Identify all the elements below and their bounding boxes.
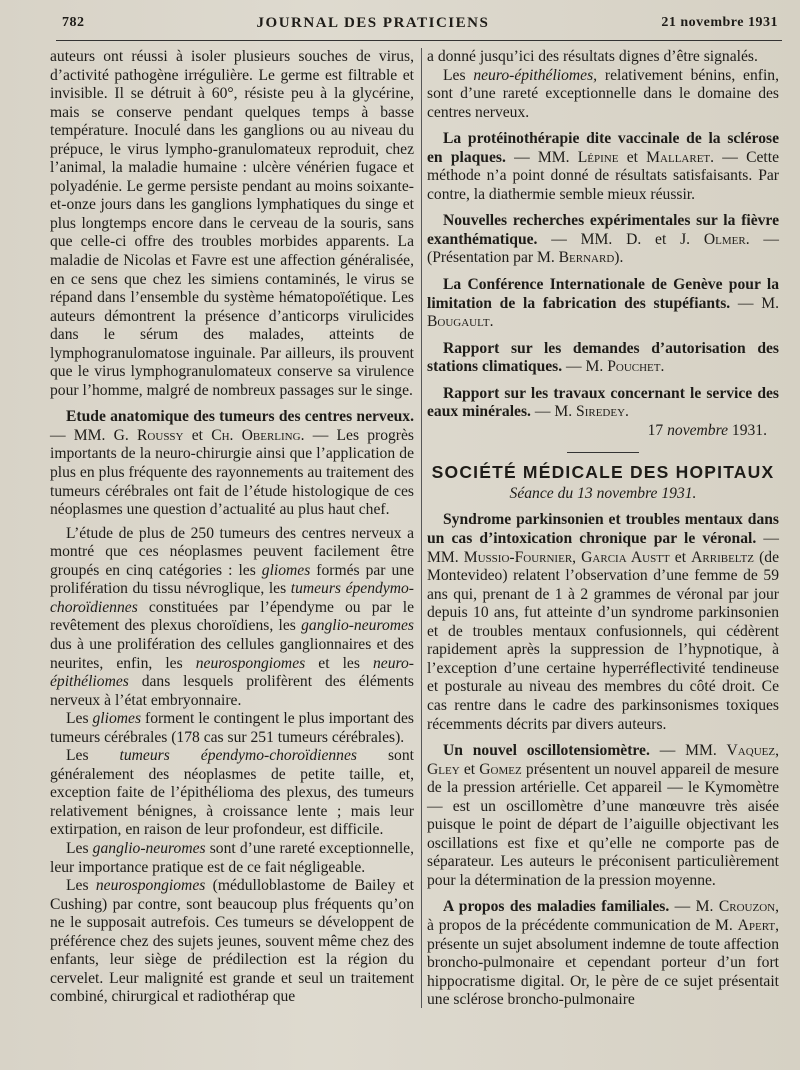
paragraph-neurospongiomes — [50, 877, 414, 1007]
paragraph-neuro-epitheliomes — [427, 67, 779, 123]
author-name: J. Olmer — [680, 230, 746, 248]
article-body: . — Les progrès importants de la neuro-chirurgie ainsi que l’application de plus en plus fréquente des rayonnements au traitement des tumeurs cérébrales ont fait de l’étude histologique de ces néoplasmes une question d’actualité au plus haut chef. — [50, 426, 414, 519]
author-name: Ch. Oberling — [211, 426, 301, 444]
article-title: La Conférence Internationale de Genève pour la limitation de la fabrication des stupéfiants. — [427, 276, 779, 312]
paragraph-ganglio — [50, 840, 414, 877]
paragraph-categories — [50, 525, 414, 710]
author-name: Lépine — [577, 148, 619, 166]
term: neuro-épithéliomes, — [473, 66, 598, 84]
author-name: G. Roussy — [113, 426, 184, 444]
text: Les — [66, 710, 93, 728]
author-name: Apert — [737, 916, 776, 934]
text: . — (Présentation par M. — [427, 230, 779, 267]
text: sont d’une rareté exceptionnelle, leur importance pratique est de ce fait négligeable. — [50, 839, 414, 876]
text: L’étude de plus de 250 tumeurs des centres nerveux a montré que ces néoplasmes peuvent facilement être groupés en cinq catégories : les — [50, 524, 414, 579]
left-column — [50, 48, 414, 1007]
right-column — [427, 48, 779, 1010]
text: dans lesquels prolifèrent des éléments nerveux à l’état embryonnaire. — [50, 673, 414, 709]
text: — MM. — [505, 148, 578, 166]
author-name: Bougault — [427, 313, 490, 331]
text: et les — [305, 654, 373, 672]
author-name: D. — [626, 230, 642, 248]
article-title: A propos des maladies familiales. — [443, 898, 670, 916]
author-name: Vaquez — [726, 742, 776, 760]
article-title: Nouvelles recherches expérimentales sur la fièvre exanthématique. — [427, 212, 779, 248]
text: . — [660, 358, 665, 376]
author-name: Crouzon — [718, 898, 776, 916]
author-name: Mallaret — [646, 148, 711, 166]
text: formés par une prolifération du tissu névroglique, les — [50, 561, 414, 598]
text: . — [489, 313, 494, 331]
paragraph-ependymo — [50, 747, 414, 840]
text: Les — [66, 877, 96, 895]
article-syndrome-parkinsonien — [427, 511, 779, 734]
article-etude-anatomique — [50, 408, 414, 519]
article-title: Rapport sur les travaux concernant le service des eaux minérales. — [427, 384, 779, 421]
article-title: La protéinothérapie dite vaccinale de la sclérose en plaques. — [427, 130, 779, 166]
text: — M. — [530, 403, 577, 421]
text: — M. — [730, 294, 779, 312]
article-body: (de Montevideo) relatent l’observation d’une femme de 59 ans qui, prenant de 1 à 2 grammes de véronal par jour depuis 10 ans, fut atteinte d’un syndrome parkinsonien et de troubles mentaux confusionnels, qui cédèrent rapidement après la suppression de l’hypnotique, à l’exception d’une certaine hyperréflectivité tendineuse et posturale au niveau des membres du côté droit. Ce cas rentre dans le cadre des parkinsonismes toxiques récemments décrits par divers auteurs. — [427, 548, 779, 733]
text: ). — [614, 249, 624, 267]
text: (médulloblastome de Bailey et Cushing) par contre, sont beaucoup plus fréquents qu’on ne le supposait autrefois. Ces tumeurs se développent de préférence chez des sujets jeunes, souvent même chez des enfants, leur siège de prédilection est la région du cervelet. Leur malignité est grande et seul un traitement combiné, chirurgical et radiothérap que — [50, 877, 414, 1006]
text: , à propos de la précédente communication de M. — [427, 898, 779, 934]
term: tumeurs épendymo-choroïdiennes — [50, 580, 414, 616]
term: ganglio-neuromes — [301, 617, 414, 635]
article-conference — [427, 276, 779, 332]
author-name: Bernard — [558, 249, 615, 267]
article-proteinotherapie — [427, 130, 779, 204]
article-title: Un nouvel oscillotensiomètre. — [443, 742, 650, 760]
text: — M. — [562, 358, 608, 376]
paragraph-virus: auteurs ont réussi à isoler plusieurs souches de virus, d’activité pathogène irrégulière. Le germe est filtrable et invisible. Il se détruit à 60°, résiste peu à la glycérine, mais se conserve pendant quelques temps à basse température. Inoculé dans les ganglions ou au niveau du prépuce, le virus lympho-granulomateux reproduit, chez l’animal, la maladie humaine : ulcère vénérien fugace et polyadénie. Le germe persiste pendant au moins soixante-et-onze jours dans les ganglions lymphatiques du singe et plus longtemps encore dans le cerveau de la souris, sans que celle-ci offre des troubles morbides apparents. La maladie de Nicolas et Favre est une affection généralisée, en ce sens que chez les simiens contaminés, le virus se répand dans l’ensemble du système hématopoïétique. Les auteurs démontrent la présence d’anticorps virulicides dans le sérum des malades, atteints de lymphogranulomatose inguinale. Par ailleurs, ils prouvent que le virus lymphogranulomateux conserve sa virulence pour l’homme, malgré de nombreux passages sur le singe. — [50, 48, 414, 399]
author-name: Gomez — [479, 760, 522, 778]
author-name: Garcia Austt — [581, 548, 670, 566]
header-rule — [56, 40, 782, 41]
column-divider — [421, 48, 422, 1008]
text: dus à une prolifération des cellules ganglionnaires et des neurites, enfin, les — [50, 635, 414, 672]
text: sont généralement des néoplasmes de petite taille, et, exception faite de l’épithélioma des plexus, des tumeurs relativement bénignes, à croissance lente ; mais leur extirpation, en raison de leur profondeur, est difficile. — [50, 747, 414, 839]
term: gliomes — [261, 561, 311, 579]
text: — M. — [669, 898, 719, 916]
term: gliomes — [92, 710, 142, 728]
journal-title: JOURNAL DES PRATICIENS — [256, 14, 490, 31]
text-dash: — MM. — [50, 426, 114, 444]
section-rule — [567, 452, 639, 453]
article-fievre — [427, 212, 779, 268]
text: et — [641, 230, 681, 248]
article-body: présentent un nouvel appareil de mesure de la pression artérielle. Cet appareil — le Kymomètre — est un oscillomètre d’une manœuvre très aisée puisque le point de départ de l’aiguille objectivant les oscillations est fixe et qu’elle ne comporte pas de séparateur. Les auteurs le préconisent particulièrement pour la détermination de la pression moyenne. — [427, 760, 779, 889]
text: , — [775, 742, 779, 760]
text: novembre — [667, 421, 729, 439]
article-maladies-familiales — [427, 898, 779, 1009]
article-eaux-minerales — [427, 385, 779, 422]
term: neurospongiomes — [195, 654, 306, 672]
text: — MM. — [649, 742, 727, 760]
seance-line: Séance du 13 novembre 1931. — [509, 484, 697, 502]
text: relativement bénins, enfin, sont d’une rareté exceptionnelle dans le domaine des centres nerveux. — [427, 66, 779, 121]
term: neurospongiomes — [95, 877, 206, 895]
paragraph-gliomes — [50, 710, 414, 747]
article-title: Etude anatomique des tumeurs des centres nerveux. — [66, 408, 414, 426]
text: — MM. — [537, 230, 627, 248]
section-title: SOCIÉTÉ MÉDICALE DES HOPITAUX — [431, 462, 775, 483]
term: neuro-épithéliomes — [50, 654, 414, 691]
text: constituées par l’épendyme ou par le revêtement des plexus choroïdiens, les — [50, 598, 414, 635]
text: et — [669, 548, 692, 566]
author-name: Arribeltz — [691, 548, 754, 566]
text: Les — [66, 747, 120, 765]
issue-date: 21 novembre 1931 — [661, 15, 778, 30]
page-number: 782 — [62, 15, 85, 30]
author-name: Pouchet — [607, 358, 661, 376]
text: 17 — [647, 421, 668, 439]
term: ganglio-neuromes — [92, 839, 206, 857]
text: . — [625, 403, 629, 421]
text: — MM. — [427, 530, 779, 566]
author-name: Gley — [427, 760, 460, 778]
text: et — [459, 760, 480, 778]
article-body: . — Cette méthode n’a point donné de résultats satisfaisants. Par contre, la diathermie semble mieux réussir. — [427, 148, 779, 203]
term: tumeurs épendymo-choroïdiennes — [119, 747, 357, 765]
article-body: , présente un sujet absolument indemne de toute affection broncho-pulmonaire et cependant porteur d’un fort hippocratisme digital. Or, le père de ce sujet présentait une sclérose broncho-pulmonaire — [427, 916, 779, 1009]
paragraph-continued: a donné jusqu’ici des résultats dignes d’être signalés. — [427, 48, 758, 65]
author-name: Mussio-Fournier — [463, 548, 573, 566]
article-oscillotensiometre — [427, 742, 779, 890]
article-title: Rapport sur les demandes d’autorisation des stations climatiques. — [427, 339, 779, 376]
text-and: et — [183, 426, 212, 444]
dateline — [427, 422, 779, 441]
article-title: Syndrome parkinsonien et troubles mentaux dans un cas d’intoxication chronique par le véronal. — [427, 511, 779, 548]
author-name: Siredey — [576, 403, 626, 421]
text: Les — [443, 66, 474, 84]
text: , — [572, 548, 582, 566]
text: Les — [66, 839, 93, 857]
text: et — [618, 148, 647, 166]
article-stations — [427, 340, 779, 377]
text: 1931. — [728, 421, 767, 439]
text: forment le contingent le plus important des tumeurs cérébrales (178 cas sur 251 tumeurs cérébrales). — [50, 710, 414, 746]
